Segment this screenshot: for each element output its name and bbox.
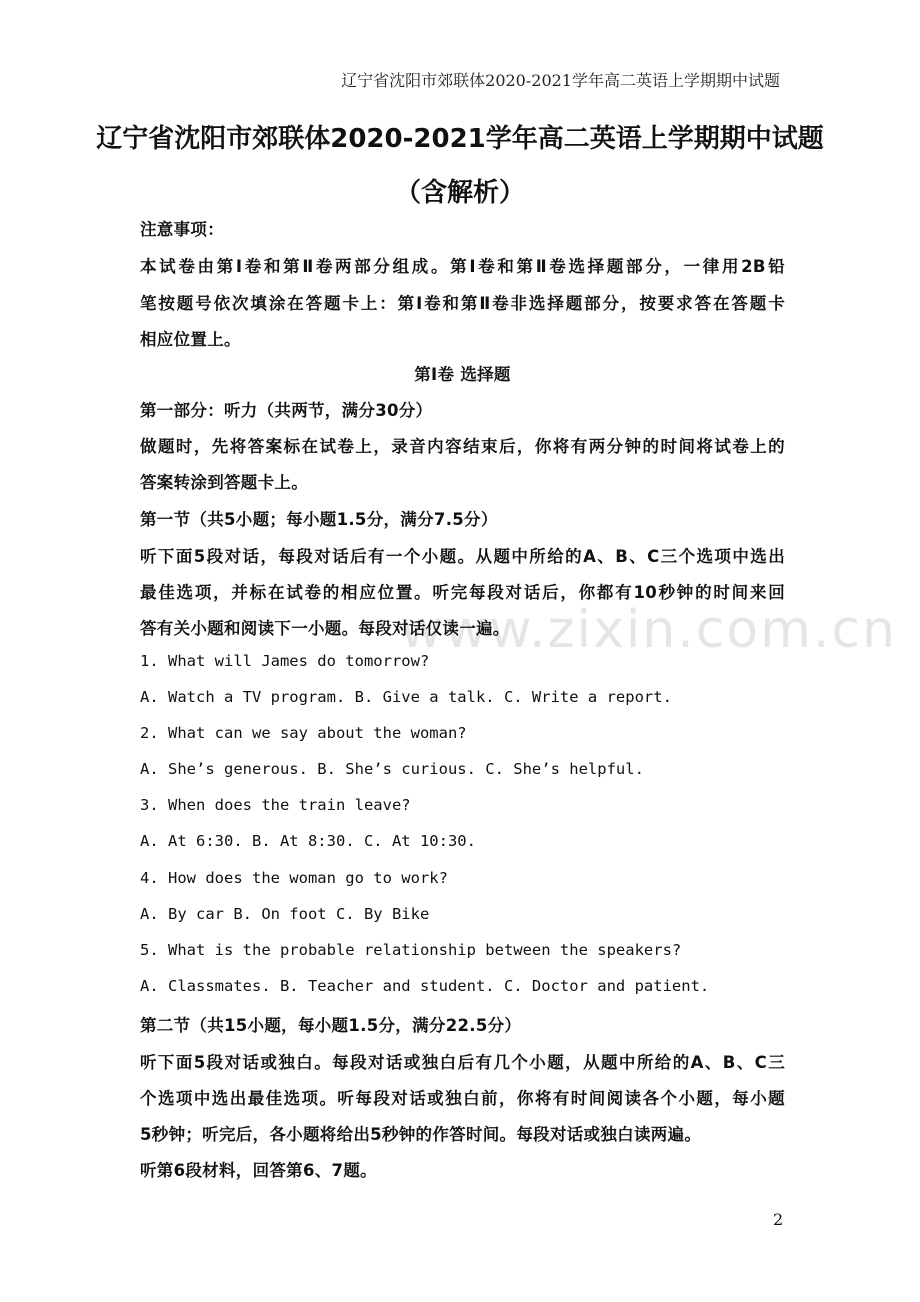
question-line: 2. What can we say about the woman? [140, 724, 467, 742]
section1-line: 最佳选项，并标在试卷的相应位置。听完每段对话后，你都有10秒钟的时间来回 [140, 583, 785, 602]
section1-heading: 第一节（共5小题；每小题1.5分，满分7.5分） [140, 510, 498, 529]
section1-line: 听下面5段对话，每段对话后有一个小题。从题中所给的A、B、C三个选项中选出 [140, 547, 785, 566]
section2-line: 听下面5段对话或独白。每段对话或独白后有几个小题，从题中所给的A、B、C三 [140, 1053, 785, 1072]
document-title: 辽宁省沈阳市郊联体2020-2021学年高二英语上学期期中试题 [96, 124, 824, 154]
watermark: www.zixin.com.cn [400, 600, 897, 660]
section1-line: 答有关小题和阅读下一小题。每段对话仅读一遍。 [140, 619, 510, 638]
question-options: A. By car B. On foot C. By Bike [140, 905, 430, 923]
section2-line: 5秒钟；听完后，各小题将给出5秒钟的作答时间。每段对话或独白读两遍。 [140, 1125, 702, 1144]
section2-line: 个选项中选出最佳选项。听每段对话或独白前，你将有时间阅读各个小题，每小题 [140, 1089, 785, 1108]
page-number: 2 [773, 1210, 784, 1229]
part1-line: 答案转涂到答题卡上。 [140, 473, 308, 492]
question-line: 4. How does the woman go to work? [140, 869, 448, 887]
question-line: 1. What will James do tomorrow? [140, 652, 430, 670]
notice-line: 笔按题号依次填涂在答题卡上：第Ⅰ卷和第Ⅱ卷非选择题部分，按要求答在答题卡 [140, 294, 785, 313]
notice-line: 本试卷由第Ⅰ卷和第Ⅱ卷两部分组成。第Ⅰ卷和第Ⅱ卷选择题部分，一律用2B铅 [140, 257, 785, 276]
question-options: A. Classmates. B. Teacher and student. C. Doctor and patient. [140, 977, 710, 995]
volume-heading: 第Ⅰ卷 选择题 [414, 365, 511, 384]
document-subtitle: （含解析） [394, 178, 525, 208]
material-line: 听第6段材料，回答第6、7题。 [140, 1161, 377, 1180]
notice-heading: 注意事项： [140, 220, 224, 239]
notice-line: 相应位置上。 [140, 330, 241, 349]
section2-heading: 第二节（共15小题，每小题1.5分，满分22.5分） [140, 1016, 522, 1035]
running-header: 辽宁省沈阳市郊联体2020-2021学年高二英语上学期期中试题 [341, 71, 780, 90]
question-line: 3. When does the train leave? [140, 796, 411, 814]
part1-heading: 第一部分：听力（共两节，满分30分） [140, 401, 433, 420]
question-options: A. Watch a TV program. B. Give a talk. C. Write a report. [140, 688, 672, 706]
part1-line: 做题时，先将答案标在试卷上，录音内容结束后，你将有两分钟的时间将试卷上的 [140, 437, 785, 456]
question-options: A. At 6:30. B. At 8:30. C. At 10:30. [140, 832, 476, 850]
question-line: 5. What is the probable relationship between the speakers? [140, 941, 682, 959]
question-options: A. She’s generous. B. She’s curious. C. She’s helpful. [140, 760, 644, 778]
